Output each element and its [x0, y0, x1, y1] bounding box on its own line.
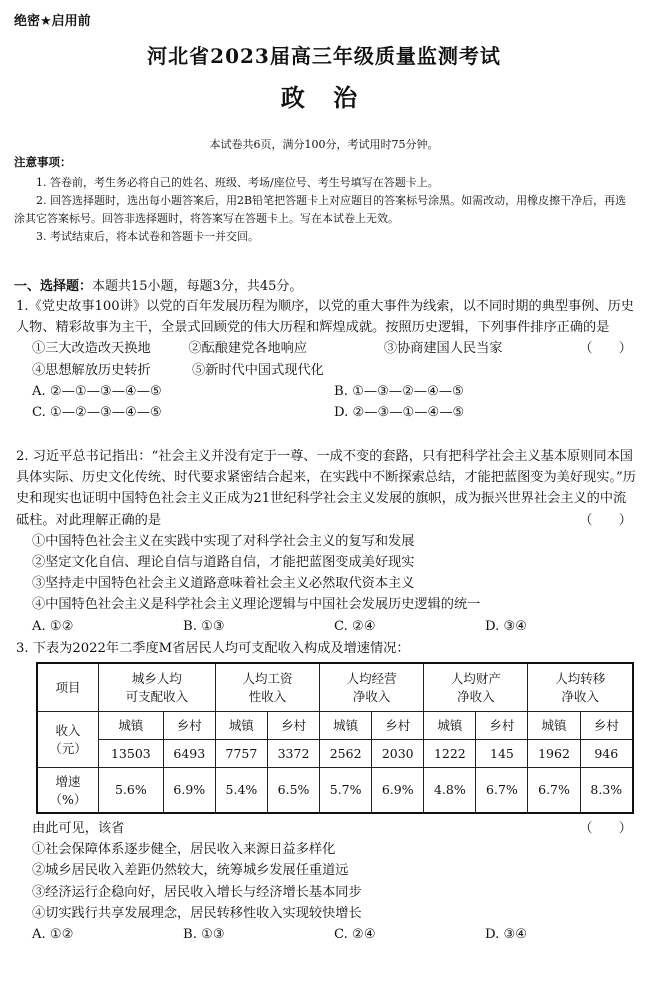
table-cell: 13503 — [99, 739, 164, 767]
choice-row — [16, 381, 636, 402]
table-cell: 5.7% — [320, 767, 372, 813]
table-cell: 6.7% — [528, 767, 580, 813]
item-row — [16, 360, 636, 381]
income-table — [36, 662, 634, 814]
item: ④中国特色社会主义是科学社会主义理论逻辑与中国社会发展历史逻辑的统一 — [32, 597, 481, 613]
table-group-header: 人均工资 性收入 — [215, 663, 319, 711]
item: ①三大改造改天换地 — [32, 341, 151, 357]
answer-paren: （ ） — [579, 341, 632, 357]
item: ③经济运行企稳向好，居民收入增长与经济增长基本同步 — [32, 884, 362, 900]
table-cell: 7757 — [215, 739, 267, 767]
item: ③坚持走中国特色社会主义道路意味着社会主义必然取代资本主义 — [32, 576, 415, 592]
table-sub-header: 乡村 — [580, 711, 633, 739]
table-cell: 145 — [476, 739, 528, 767]
item-row — [16, 338, 579, 359]
item: ①社会保障体系逐步健全，居民收入来源日益多样化 — [32, 842, 336, 858]
table-cell: 6493 — [163, 739, 215, 767]
table-cell: 1222 — [424, 739, 476, 767]
exam-title: 河北省2023届高三年级质量监测考试 — [147, 44, 501, 68]
question-1 — [16, 296, 636, 423]
table-group-header: 城乡人均 可支配收入 — [99, 663, 216, 711]
table-sub-header: 城镇 — [99, 711, 164, 739]
table-sub-header: 乡村 — [476, 711, 528, 739]
table-sub-header: 城镇 — [320, 711, 372, 739]
confidential-label: 绝密★启用前 — [14, 14, 91, 29]
choice-row — [16, 402, 636, 423]
table-cell: 3372 — [267, 739, 319, 767]
table-cell: 5.6% — [99, 767, 164, 813]
choice-c[interactable]: C. ①—②—③—④—⑤ — [32, 405, 162, 421]
choice-c[interactable]: C. ②④ — [334, 927, 376, 943]
table-cell: 6.9% — [163, 767, 215, 813]
section-heading — [14, 275, 302, 294]
choice-a[interactable]: A. ②—①—③—④—⑤ — [32, 383, 162, 399]
table-cell: 8.3% — [580, 767, 633, 813]
choice-c[interactable]: C. ②④ — [334, 618, 376, 634]
table-cell: 5.4% — [215, 767, 267, 813]
question-3-body — [16, 818, 636, 945]
notice-heading: 注意事项： — [14, 155, 72, 169]
choice-d[interactable]: D. ③④ — [485, 618, 528, 634]
choice-row — [16, 924, 636, 945]
table-sub-header: 乡村 — [267, 711, 319, 739]
choice-b[interactable]: B. ①—③—②—④—⑤ — [334, 383, 464, 399]
notice-item: 2. 回答选择题时，选出每小题答案后，用2B铅笔把答题卡上对应题目的答案标号涂黑。如需改动，用橡皮擦干净后，再选涂其它答案标号。回答非选择题时，将答案写在答题卡上。写在本试卷上无效。 — [14, 194, 627, 225]
table-sub-header: 城镇 — [215, 711, 267, 739]
table-cell: 2030 — [372, 739, 424, 767]
choice-a[interactable]: A. ①② — [32, 618, 74, 634]
item: ⑤新时代中国式现代化 — [192, 362, 324, 378]
table-cell: 1962 — [528, 739, 580, 767]
table-sub-header: 城镇 — [528, 711, 580, 739]
question-stem: 3. 下表为2022年二季度M省居民人均可支配收入构成及增速情况： — [16, 641, 410, 656]
table-corner: 项目 — [37, 663, 99, 711]
item: ③协商建国人民当家 — [383, 341, 503, 357]
choice-b[interactable]: B. ①③ — [183, 618, 225, 634]
table-cell: 946 — [580, 739, 633, 767]
table-group-header: 人均经营 净收入 — [320, 663, 424, 711]
table-row-label: 收入 （元） — [37, 711, 99, 767]
answer-paren: （ ） — [579, 512, 632, 528]
item: ④切实践行共享发展理念，居民转移性收入实现较快增长 — [32, 905, 362, 921]
item: ②坚定文化自信、理论自信与道路自信，才能把蓝图变成美好现实 — [32, 555, 415, 571]
choice-b[interactable]: B. ①③ — [183, 927, 225, 943]
table-cell: 2562 — [320, 739, 372, 767]
choice-row — [16, 616, 636, 637]
item: ②城乡居民收入差距仍然较大，统筹城乡发展任重道远 — [32, 863, 349, 879]
section-label: 一、选择题： — [14, 279, 93, 294]
choice-a[interactable]: A. ①② — [32, 927, 74, 943]
exam-meta: 本试卷共6页，满分100分，考试用时75分钟。 — [209, 138, 439, 151]
section-desc: 本题共15小题，每题3分，共45分。 — [92, 279, 303, 294]
question-stem: 2. 习近平总书记指出：“社会主义并没有定于一尊、一成不变的套路，只有把科学社会主义基本原则同本国具体实际、历史文化传统、时代要求紧密结合起来，在实践中不断探索总结，才能把蓝图变为美好现实。”历史和现实也证明中国特色社会主义正成为21世纪科学社会主义发展的旗帜，成为振兴世界社会主义的中流砥柱。对此理解正确的是 （ ） — [16, 446, 636, 531]
item: ①中国特色社会主义在实践中实现了对科学社会主义的复写和发展 — [32, 533, 415, 549]
question-2 — [16, 446, 636, 637]
item: ②酝酿建党各地响应 — [188, 341, 308, 357]
answer-paren: （ ） — [579, 821, 632, 836]
table-cell: 6.7% — [476, 767, 528, 813]
table-group-header: 人均财产 净收入 — [424, 663, 528, 711]
table-group-header: 人均转移 净收入 — [528, 663, 633, 711]
question-stem: 1.《党史故事100讲》以党的百年发展历程为顺序，以党的重大事件为线索，以不同时期的典型事例、历史人物、精彩故事为主干，全景式回顾党的伟大历程和辉煌成就。按照历史逻辑，下列事件排序正确的是 （ ） — [16, 296, 636, 338]
item: ④思想解放历史转折 — [32, 362, 151, 378]
notice-item: 1. 答卷前，考生务必将自己的姓名、班级、考场/座位号、考生号填写在答题卡上。 — [36, 176, 439, 189]
table-cell: 6.9% — [372, 767, 424, 813]
question-3-stem — [16, 638, 636, 659]
question-conclusion: 由此可见，该省 （ ） — [16, 818, 636, 839]
table-sub-header: 城镇 — [424, 711, 476, 739]
table-cell: 4.8% — [424, 767, 476, 813]
exam-subject: 政 治 — [280, 83, 368, 112]
table-row-label: 增速 （%） — [37, 767, 99, 813]
choice-d[interactable]: D. ③④ — [485, 927, 528, 943]
table-cell: 6.5% — [267, 767, 319, 813]
notice-list — [14, 174, 634, 246]
notice-item: 3. 考试结束后，将本试卷和答题卡一并交回。 — [36, 230, 259, 243]
choice-d[interactable]: D. ②—③—①—④—⑤ — [334, 405, 465, 421]
table-sub-header: 乡村 — [372, 711, 424, 739]
table-sub-header: 乡村 — [163, 711, 215, 739]
